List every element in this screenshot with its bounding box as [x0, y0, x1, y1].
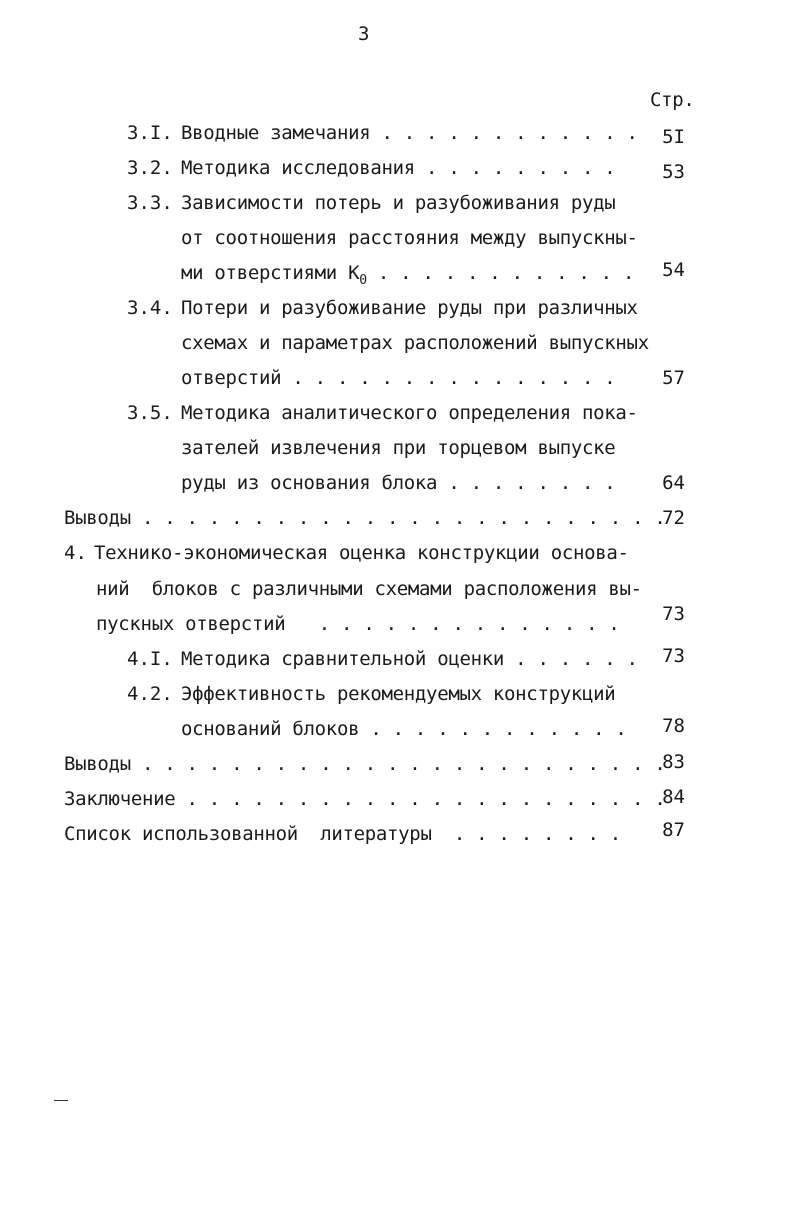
- entry-title: Зависимости потерь и разубоживания руды: [181, 192, 616, 214]
- entry-title: Эффективность рекомендуемых конструкций: [181, 683, 616, 705]
- pages-column-header: Стр.: [650, 89, 695, 111]
- entry-title: Список использованной литературы . . . . . . . .: [64, 823, 621, 845]
- entry-title-continuation: ми отверстиями $К_0$ . . . . . . . . . . . .: [181, 262, 635, 288]
- entry-title: Вводные замечания . . . . . . . . . . . .: [181, 122, 638, 144]
- margin-dash: [54, 1100, 68, 1101]
- entry-title-continuation: пускных отверстий . . . . . . . . . . . . . .: [96, 613, 620, 635]
- entry-number: 3.5.: [127, 402, 173, 424]
- entry-page: 73: [662, 603, 685, 625]
- entry-title-continuation: ний блоков с различными схемами расположения вы-: [96, 578, 642, 600]
- entry-title-continuation: зателей извлечения при торцевом выпуске: [181, 437, 616, 459]
- entry-title-continuation: руды из основания блока . . . . . . . .: [181, 472, 616, 494]
- entry-title-continuation: оснований блоков . . . . . . . . . . . .: [181, 718, 627, 740]
- page-number: 3: [358, 23, 370, 45]
- entry-number: 3.3.: [127, 192, 173, 214]
- entry-page: 73: [662, 645, 685, 667]
- entry-page: 72: [662, 507, 685, 529]
- entry-number: 4.: [64, 542, 87, 564]
- entry-title: Методика аналитического определения пока-: [181, 402, 638, 424]
- entry-page: 53: [662, 161, 685, 183]
- entry-page: 84: [662, 786, 685, 808]
- entry-page: 78: [662, 715, 685, 737]
- entry-number: 4.2.: [127, 683, 173, 705]
- entry-number: 3.4.: [127, 297, 173, 319]
- entry-page: 5I: [662, 126, 685, 148]
- entry-title-continuation: схемах и параметрах расположений выпускных: [181, 332, 649, 354]
- entry-title-continuation: отверстий . . . . . . . . . . . . . . .: [181, 367, 616, 389]
- entry-number: 3.I.: [127, 122, 173, 144]
- entry-page: 64: [662, 472, 685, 494]
- entry-title: Потери и разубоживание руды при различных: [181, 297, 638, 319]
- entry-title: Выводы . . . . . . . . . . . . . . . . . . . . . . . .: [64, 507, 666, 529]
- entry-title: Заключение . . . . . . . . . . . . . . . . . . . . . .: [64, 788, 666, 810]
- entry-title: Методика исследования . . . . . . . . .: [181, 157, 616, 179]
- entry-title: Технико-экономическая оценка конструкции основа-: [94, 542, 629, 564]
- entry-page: 83: [662, 751, 685, 773]
- entry-title-continuation: от соотношения расстояния между выпускны-: [181, 227, 638, 249]
- subscript-zero: 0: [359, 273, 367, 288]
- entry-title: Методика сравнительной оценки . . . . . .: [181, 648, 638, 670]
- entry-number: 3.2.: [127, 157, 173, 179]
- entry-title: Выводы . . . . . . . . . . . . . . . . . . . . . . . .: [64, 753, 666, 775]
- entry-page: 87: [662, 819, 685, 841]
- entry-page: 54: [662, 259, 685, 281]
- entry-page: 57: [662, 367, 685, 389]
- entry-number: 4.I.: [127, 648, 173, 670]
